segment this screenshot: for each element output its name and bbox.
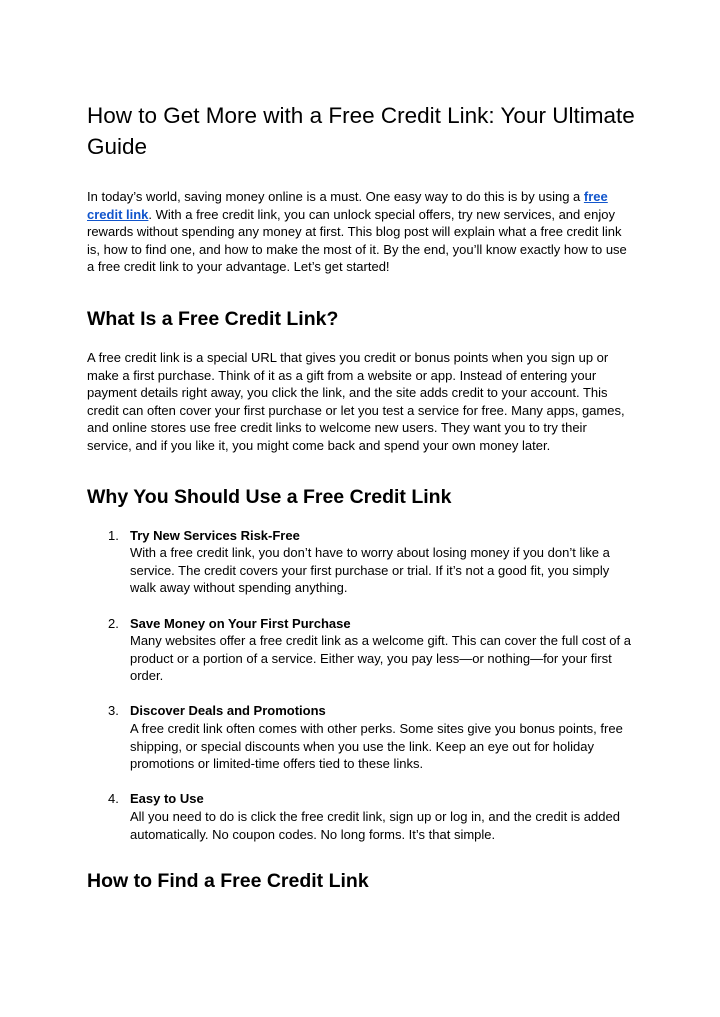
reasons-list <box>87 527 635 844</box>
intro-paragraph <box>87 188 635 276</box>
list-item-number: 3. <box>108 703 119 719</box>
section-heading-why: Why You Should Use a Free Credit Link <box>87 485 452 508</box>
list-item <box>87 702 635 772</box>
list-item <box>87 790 635 843</box>
list-item-title: Save Money on Your First Purchase <box>130 615 351 631</box>
page-title: How to Get More with a Free Credit Link: Your Ultimate Guide <box>87 103 635 159</box>
section-body-what: A free credit link is a special URL that gives you credit or bonus points when you sign up or make a first purchase. Think of it as a gift from a website or app. Instead of entering your payment details right away, you click the link, and the site adds credit to your account. This credit can often cover your first purchase or let you test a service for free. Many apps, games, and online stores use free credit links to welcome new users. They want you to try their service, and if you like it, you might come back and spend your own money later. <box>87 349 625 453</box>
list-item-body: A free credit link often comes with other perks. Some sites give you bonus points, free shipping, or special discounts when you use the link. Keep an eye out for holiday promotions or limited-time offers tied to these links. <box>130 721 623 772</box>
free-credit-link[interactable]: free credit link <box>87 189 608 222</box>
list-item-title: Discover Deals and Promotions <box>130 703 326 719</box>
intro-text-after-link: . With a free credit link, you can unlock special offers, try new services, and enjoy rewards without spending any money at first. This blog post will explain what a free credit link is, how to find one, and how to make the most of it. By the end, you’ll know exactly how to use a free credit link to your advantage. Let’s get started! <box>87 206 627 275</box>
section-heading-what: What Is a Free Credit Link? <box>87 307 339 330</box>
list-item-body: With a free credit link, you don’t have to worry about losing money if you don’t like a service. The credit covers your first purchase or trial. If it’s not a good fit, you simply walk away without spending anything. <box>130 545 610 596</box>
list-item-number: 2. <box>108 615 119 631</box>
document-page <box>87 100 635 893</box>
section-heading-find: How to Find a Free Credit Link <box>87 870 369 893</box>
list-item <box>87 527 635 597</box>
list-item-body: All you need to do is click the free credit link, sign up or log in, and the credit is added automatically. No coupon codes. No long forms. It’s that simple. <box>130 809 620 842</box>
list-item <box>87 615 635 685</box>
list-item-title: Easy to Use <box>130 791 204 807</box>
list-item-title: Try New Services Risk-Free <box>130 527 300 543</box>
list-item-number: 4. <box>108 791 119 807</box>
intro-text-before-link: In today’s world, saving money online is a must. One easy way to do this is by using a <box>87 189 584 204</box>
list-item-number: 1. <box>108 527 119 543</box>
list-item-body: Many websites offer a free credit link as a welcome gift. This can cover the full cost of a product or a portion of a service. Either way, you pay less—or nothing—for your first order. <box>130 633 631 684</box>
